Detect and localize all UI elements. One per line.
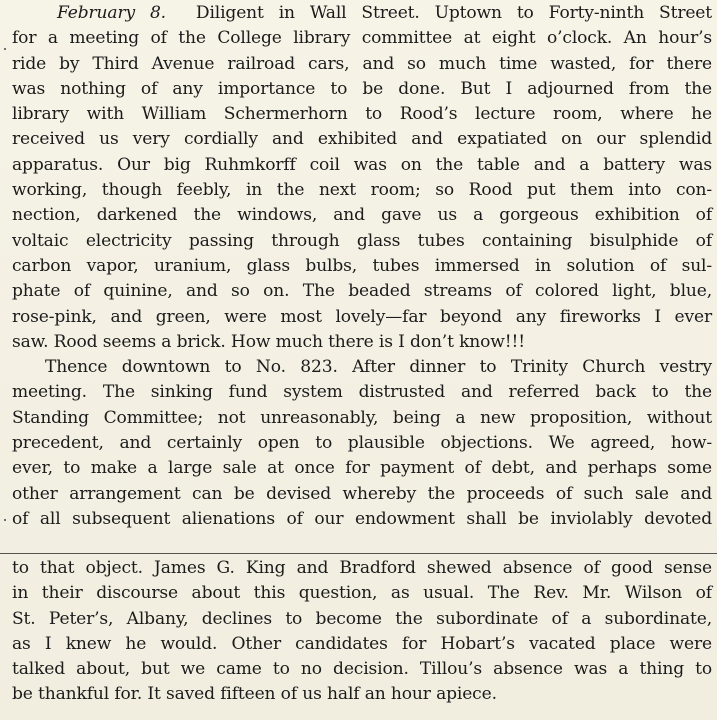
text-line: February 8. Diligent in Wall Street. Uptown to Forty-ninth Street [57,3,712,23]
text-line: St. Peter’s, Albany, declines to become the subordinate of a subordinate, [12,608,712,629]
text-line: library with William Schermerhorn to Rood’s lecture room, where he [12,104,712,125]
text-line: carbon vapor, uranium, glass bulbs, tubes immersed in solution of sul- [12,255,712,276]
text-line: was nothing of any importance to be done. But I adjourned from the [12,78,712,99]
lower-text-block [12,556,712,708]
text-line: Standing Committee; not unreasonably, being a new proposition, without [12,407,712,428]
text-line: apparatus. Our big Ruhmkorff coil was on the table and a battery was [12,154,712,175]
text-line: ever, to make a large sale at once for payment of debt, and perhaps some [12,458,712,479]
text-line: in their discourse about this question, as usual. The Rev. Mr. Wilson of [12,583,712,604]
text-line: working, though feebly, in the next room; so Rood put them into con- [12,180,712,201]
text-line: talked about, but we came to no decision. Tillou’s absence was a thing to [12,659,712,680]
entry-date: February 8. [57,3,166,23]
text-line: to that object. James G. King and Bradford shewed absence of good sense [12,558,712,578]
scan-speck [4,48,6,50]
text-line: other arrangement can be devised whereby the proceeds of such sale and [12,483,712,504]
text-line: of all subsequent alienations of our endowment shall be inviolably devoted [12,508,712,529]
text-line: be thankful for. It saved fifteen of us half an hour apiece. [12,684,497,705]
text-line: phate of quinine, and so on. The beaded streams of colored light, blue, [12,281,712,302]
text-line: for a meeting of the College library committee at eight o’clock. An hour’s [12,28,712,49]
text-line: voltaic electricity passing through glass tubes containing bisulphide of [12,230,712,251]
text-line: as I knew he would. Other candidates for Hobart’s vacated place were [12,633,712,654]
clipping-edge-line [0,553,717,554]
text-line: Thence downtown to No. 823. After dinner to Trinity Church vestry [45,357,712,378]
text-line: ride by Third Avenue railroad cars, and so much time wasted, for there [12,53,712,74]
text-line: received us very cordially and exhibited and expatiated on our splendid [12,129,712,150]
text-line: nection, darkened the windows, and gave us a gorgeous exhibition of [12,205,712,226]
scan-speck [4,519,6,521]
text-line: saw. Rood seems a brick. How much there is I don’t know!!! [12,331,525,352]
text-line: precedent, and certainly open to plausible objections. We agreed, how- [12,433,712,454]
upper-text-block [12,1,712,532]
text-line: meeting. The sinking fund system distrusted and referred back to the [12,382,712,403]
text-line: rose-pink, and green, were most lovely—far beyond any fireworks I ever [12,306,712,327]
